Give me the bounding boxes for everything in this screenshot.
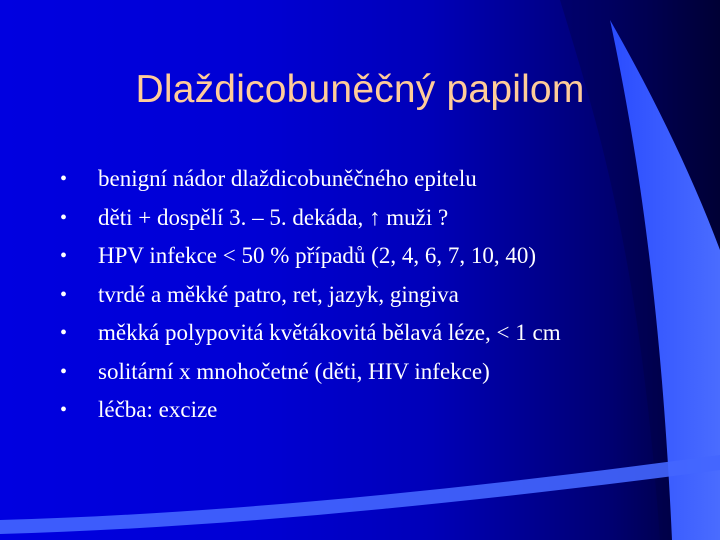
bullet-icon: • [60, 399, 68, 421]
bullet-icon: • [60, 322, 68, 344]
slide-title: Dlaždicobuněčný papilom [135, 68, 585, 111]
bullet-text: solitární x mnohočetné (děti, HIV infekce) [98, 358, 490, 384]
bullet-icon: • [60, 283, 68, 306]
bullet-icon: • [60, 206, 68, 229]
bullet-text: benigní nádor dlaždicobuněčného epitelu [98, 166, 477, 191]
bullet-text: děti + dospělí 3. – 5. dekáda, ↑ muži ? [98, 204, 449, 230]
bullet-text: léčba: excize [98, 397, 218, 422]
bullet-text: měkká polypovitá květákovitá bělavá léze, < 1 cm [98, 320, 561, 345]
bullet-icon: • [60, 168, 68, 190]
bullet-icon: • [60, 245, 68, 267]
bullet-icon: • [60, 360, 68, 383]
bullet-text: tvrdé a měkké patro, ret, jazyk, gingiva [98, 281, 459, 307]
bullet-text: HPV infekce < 50 % případů (2, 4, 6, 7, 10, 40) [98, 243, 536, 268]
